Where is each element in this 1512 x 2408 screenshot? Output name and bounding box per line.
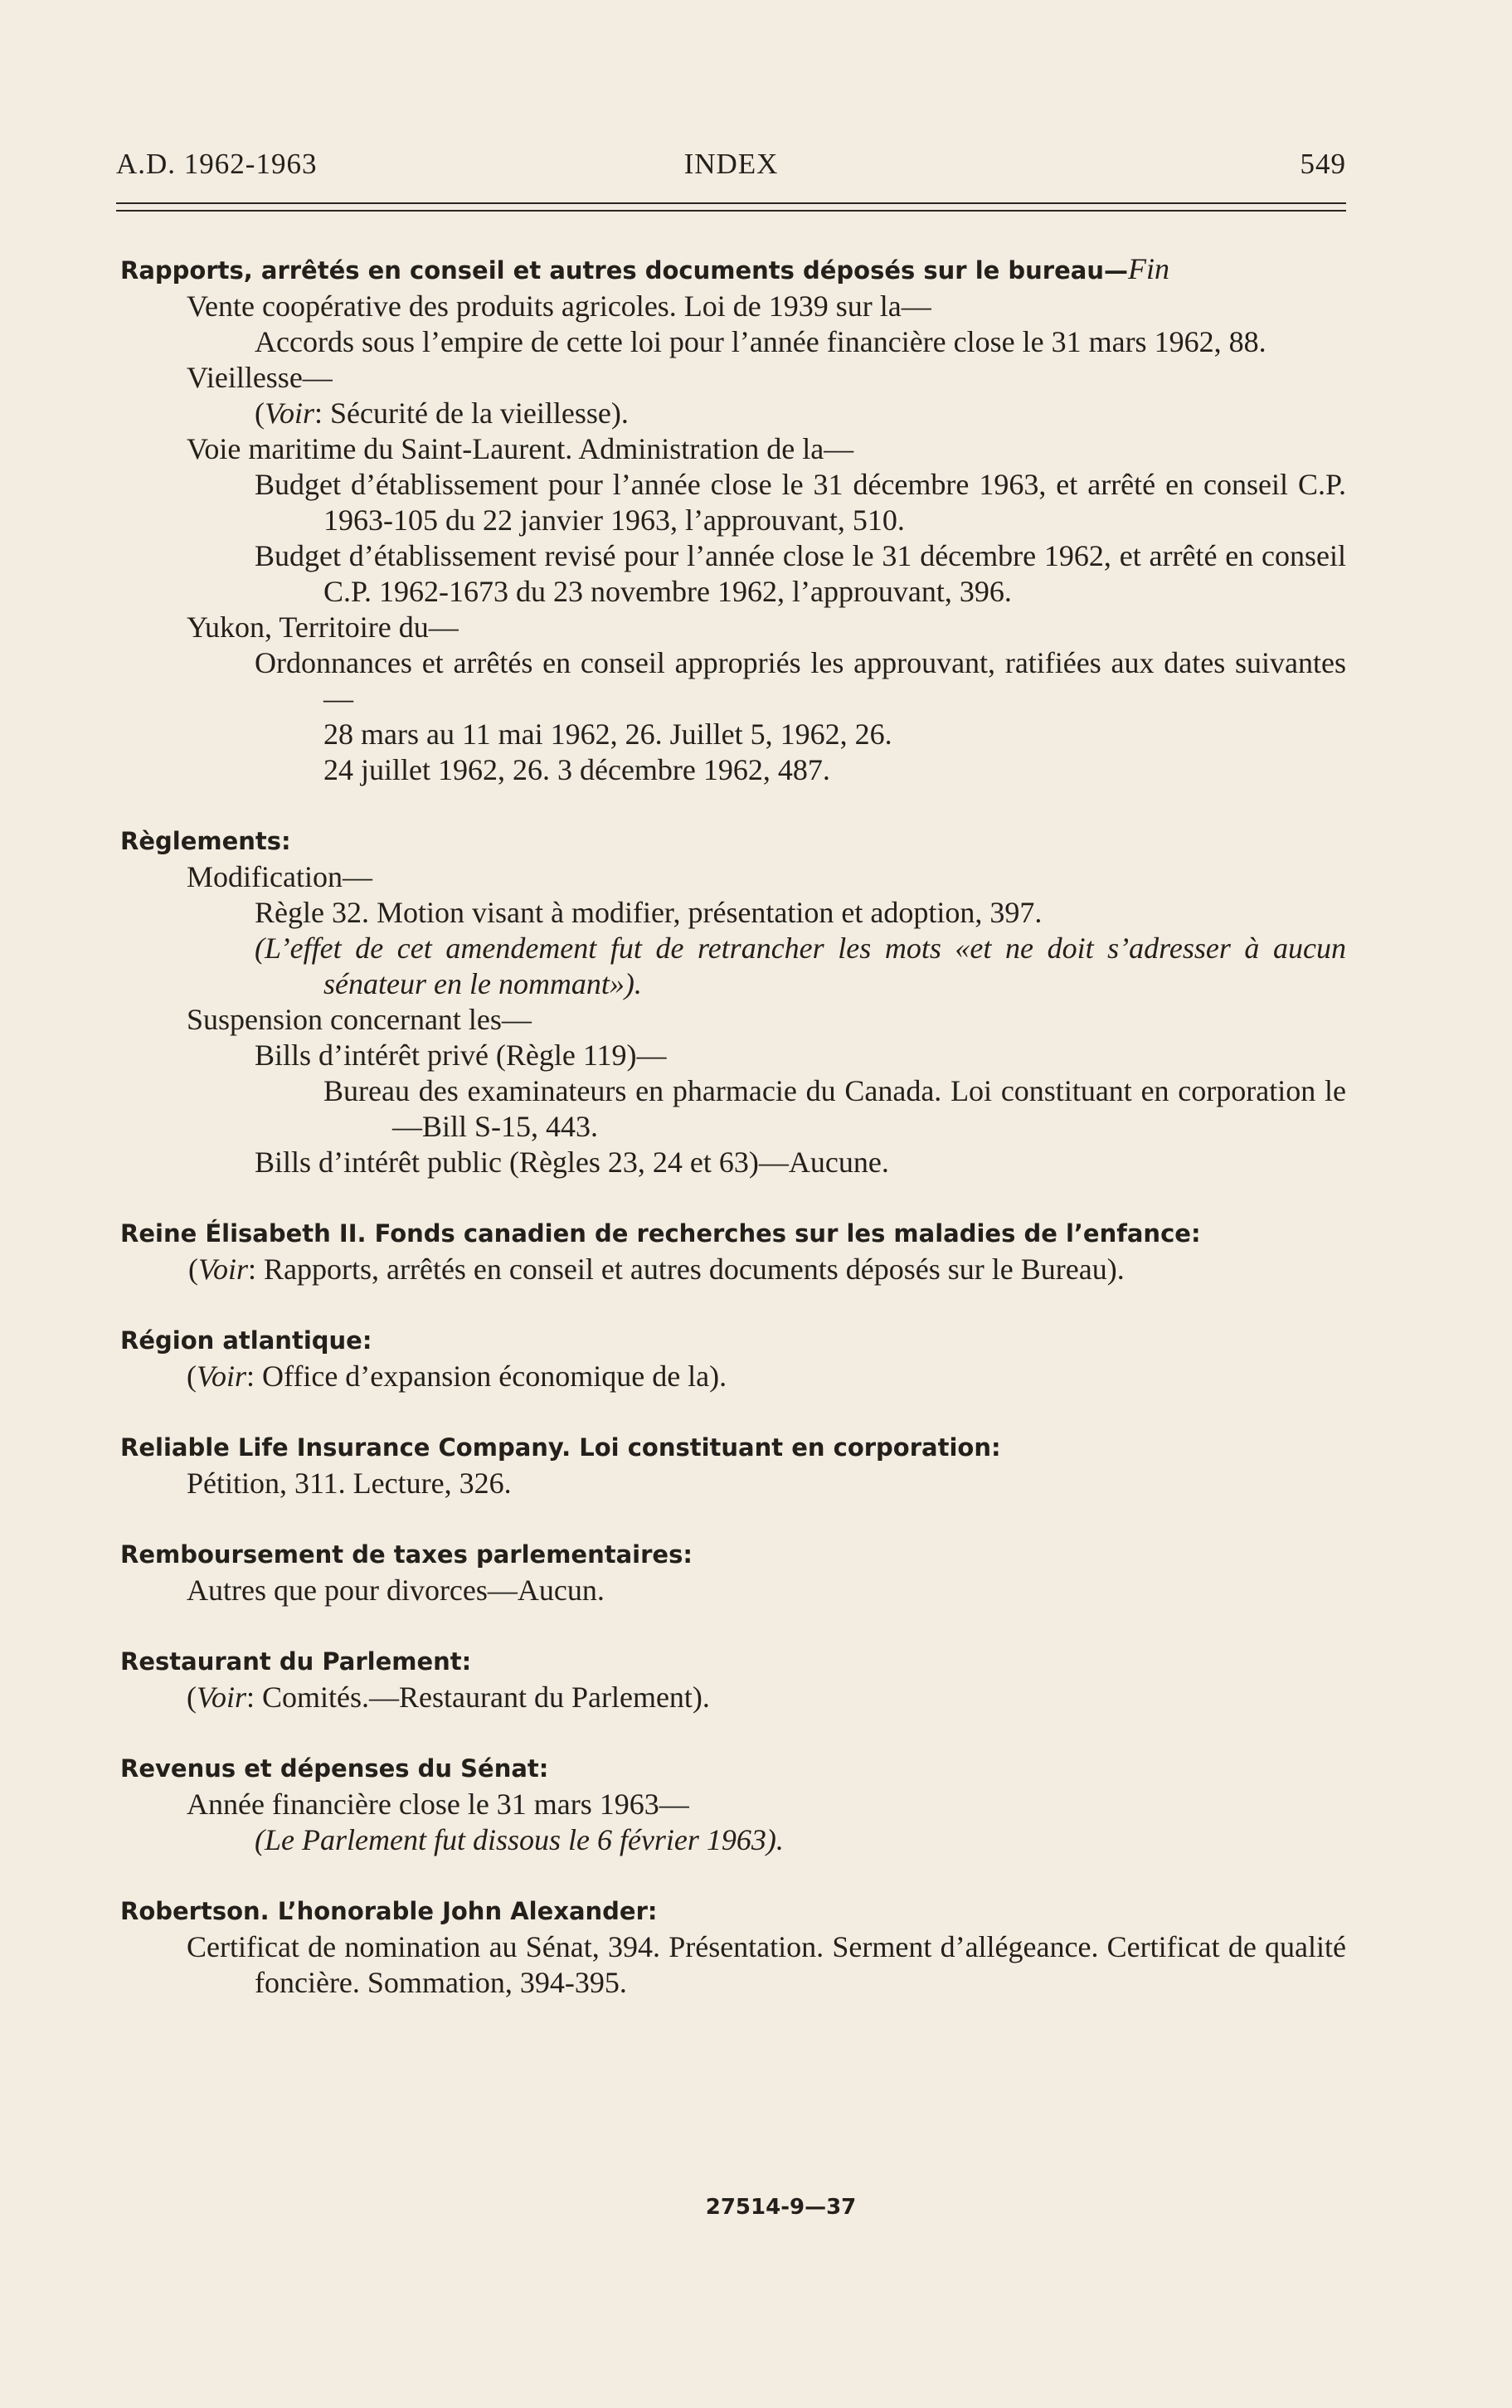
cross-reference: (Voir: Office d’expansion économique de la). [187,1360,727,1393]
printer-signature: 27514-9—37 [705,2195,857,2220]
section-reliable [120,1430,1346,1501]
section-heading: Règlements: [120,827,291,855]
voir-label: Voir [197,1681,247,1714]
section-heading: Reine Élisabeth II. Fonds canadien de recherches sur les maladies de l’enfance: [120,1219,1201,1248]
section-heading: Remboursement de taxes parlementaires: [120,1540,693,1569]
cross-reference: (Voir: Rapports, arrêtés en conseil et autres documents déposés sur le Bureau). [188,1253,1125,1286]
voir-target: : Office d’expansion économique de la). [246,1360,727,1393]
index-entry: Modification— [187,860,372,893]
index-entry: Yukon, Territoire du— [187,611,459,644]
section-reglements [120,824,1346,1180]
voir-open: ( [255,396,265,430]
running-head [116,148,1346,189]
section-heading: Revenus et dépenses du Sénat: [120,1754,549,1783]
editorial-note: (Le Parlement fut dissous le 6 février 1963). [255,1823,784,1856]
heading-text: Rapports, arrêtés en conseil et autres documents déposés sur le bureau— [120,256,1128,285]
voir-target: : Comités.—Restaurant du Parlement). [246,1681,710,1714]
header-rule-top [116,202,1346,204]
section-revenus [120,1751,1346,1858]
cross-reference: (Voir: Comités.—Restaurant du Parlement). [187,1681,710,1714]
running-head-date: A.D. 1962-1963 [116,148,318,180]
voir-target: : Sécurité de la vieillesse). [314,396,629,430]
heading-fin: Fin [1127,252,1169,285]
voir-label: Voir [265,396,315,430]
index-entry: Certificat de nomination au Sénat, 394. Présentation. Serment d’allégeance. Certificat de qualité foncière. Sommation, 394-395. [187,1930,1346,1999]
voir-label: Voir [198,1253,249,1286]
header-rule-bottom [116,210,1346,212]
index-subentry: Bills d’intérêt public (Règles 23, 24 et 63)—Aucune. [255,1146,889,1179]
index-entry: Vieillesse— [187,361,333,394]
section-heading: Reliable Life Insurance Company. Loi constituant en corporation: [120,1433,1001,1462]
section-reine [120,1216,1346,1287]
section-heading: Robertson. L’honorable John Alexander: [120,1897,658,1925]
index-entry: Pétition, 311. Lecture, 326. [187,1467,512,1500]
index-subentry: Règle 32. Motion visant à modifier, présentation et adoption, 397. [255,896,1043,929]
index-entry: Voie maritime du Saint-Laurent. Administration de la— [187,432,854,465]
index-subsubentry: 28 mars au 11 mai 1962, 26. Juillet 5, 1962, 26. [323,718,892,751]
index-subentry: Budget d’établissement pour l’année close le 31 décembre 1963, et arrêté en conseil C.P. 1963-105 du 22 janvier 1963, l’approuvant, 510. [255,468,1346,537]
index-entry: Année financière close le 31 mars 1963— [187,1788,689,1821]
section-robertson [120,1894,1346,2001]
index-subentry: Bills d’intérêt privé (Règle 119)— [255,1039,667,1072]
index-subsubentry: 24 juillet 1962, 26. 3 décembre 1962, 487. [323,753,830,786]
section-rapports [120,251,1346,788]
cross-reference [120,396,1346,431]
section-heading: Région atlantique: [120,1326,372,1355]
section-restaurant [120,1644,1346,1715]
page-number: 549 [1300,148,1346,180]
index-subentry: Accords sous l’empire de cette loi pour l’année financière close le 31 mars 1962, 88. [255,325,1266,358]
section-heading [120,251,1346,289]
index-subsubentry: Bureau des examinateurs en pharmacie du Canada. Loi constituant en corporation le—Bill S-15, 443. [323,1074,1346,1143]
voir-target: : Rapports, arrêtés en conseil et autres documents déposés sur le Bureau). [248,1253,1125,1286]
section-region [120,1323,1346,1394]
running-head-title: INDEX [683,148,779,180]
section-remboursement [120,1537,1346,1608]
index-subentry: Ordonnances et arrêtés en conseil appropriés les approuvant, ratifiées aux dates suivantes— [255,646,1346,715]
section-heading: Restaurant du Parlement: [120,1647,472,1676]
index-subentry: Budget d’établissement revisé pour l’année close le 31 décembre 1962, et arrêté en conseil C.P. 1962-1673 du 23 novembre 1962, l’approuvant, 396. [255,539,1346,608]
index-entry: Vente coopérative des produits agricoles. Loi de 1939 sur la— [187,289,931,323]
voir-label: Voir [197,1360,247,1393]
index-body [120,251,1346,2001]
index-entry: Autres que pour divorces—Aucun. [187,1574,605,1607]
index-entry: Suspension concernant les— [187,1003,532,1036]
editorial-note: (L’effet de cet amendement fut de retrancher les mots «et ne doit s’adresser à aucun sénateur en le nommant»). [255,932,1346,1000]
